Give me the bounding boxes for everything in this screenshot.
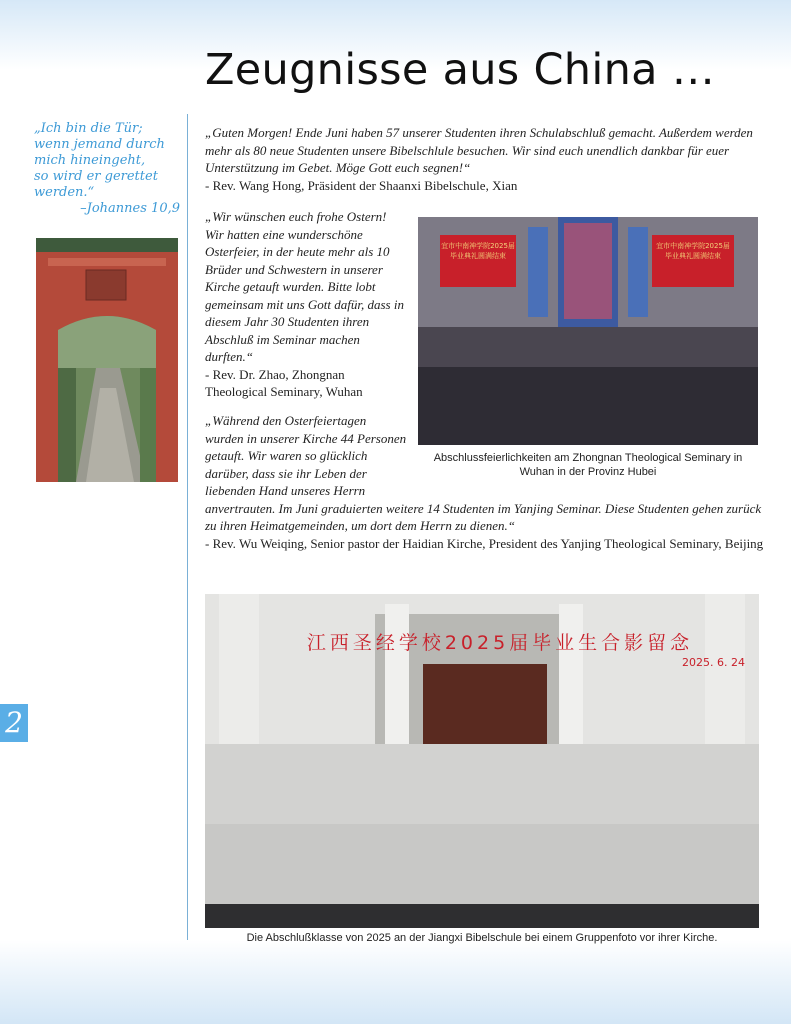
testimony-quote-part — [205, 412, 407, 500]
testimony-quote: anvertrauten. Im Juni graduierten weitere 14 Studenten im Yanjing Seminar. Diese Studenten gehen zurück zu ihren Heimatgemeinden, um dort dem Herrn zu dienen.“ — [205, 500, 762, 533]
verse-line: werden.“ — [34, 185, 95, 200]
verse-line: wenn jemand durch — [34, 137, 165, 152]
testimony-author: - Rev. Dr. Zhao, Zhongnan Theological Seminary, Wuhan — [205, 366, 363, 399]
jiangxi-group-photo — [205, 594, 759, 928]
testimony-quote: „Guten Morgen! Ende Juni haben 57 unserer Studenten ihren Schulabschluß gemacht. Außerdem werden mehr als 80 neue Studenten unsere Bibelschlule besuchen. Wir sind euch unendlich dankbar für euer Unterstützung im Gebet. Möge Gott euch segnen!“ — [205, 125, 753, 175]
bible-verse — [34, 121, 184, 217]
testimony-author: - Rev. Wang Hong, Präsident der Shaanxi Bibelschule, Xian — [205, 177, 518, 193]
zhongnan-graduation-photo — [418, 217, 758, 445]
stone-arch-photo — [36, 238, 178, 482]
page-title: Zeugnisse aus China … — [205, 45, 716, 95]
testimony-author: - Rev. Wu Weiqing, Senior pastor der Haidian Kirche, President des Yanjing Theological Seminary, Beijing — [205, 535, 764, 551]
testimony-quote: „Während den Osterfeiertagen wurden in unserer Kirche 44 Personen getauft. Wir waren so glücklich darüber, dass sie ihr Leben der liebenden Hand unseres Herrn — [205, 413, 407, 498]
photo2-caption: Die Abschlußklasse von 2025 an der Jiangxi Bibelschule bei einem Gruppenfoto vor ihrer Kirche. — [246, 932, 718, 944]
verse-line: so wird er gerettet — [34, 169, 158, 184]
column-divider — [187, 114, 188, 940]
verse-reference: –Johannes 10,9 — [80, 201, 180, 216]
testimony-quote: „Wir wünschen euch frohe Ostern! Wir hatten eine wunderschöne Osterfeier, in der heute mehr als 10 Brüder und Schwestern in unserer Kirche getauft wurden. Bitte lobt gemeinsam mit uns Gott dafür, dass in diesem Jahr 30 Studenten ihren Abschluß im Seminar machen durften.“ — [205, 209, 404, 364]
arch-illustration — [36, 238, 178, 482]
page-number: 2 — [0, 704, 28, 742]
verse-line: mich hineingeht, — [34, 153, 146, 168]
photo2-date: 2025. 6. 24 — [682, 656, 745, 669]
banner-left: 宜市中南神学院2025届 毕业典礼圆满结束 — [441, 242, 515, 260]
banner-right: 宜市中南神学院2025届 毕业典礼圆满结束 — [656, 242, 730, 260]
testimony-wang-hong — [205, 124, 765, 194]
photo2-banner: 江西圣经学校2025届毕业生合影留念 — [306, 632, 694, 654]
photo1-caption: Abschlussfeierlichkeiten am Zhongnan Theological Seminary in Wuhan in der Provinz Hubei — [433, 452, 743, 478]
verse-line: „Ich bin die Tür; — [34, 121, 143, 136]
testimony-zhao — [205, 208, 407, 401]
